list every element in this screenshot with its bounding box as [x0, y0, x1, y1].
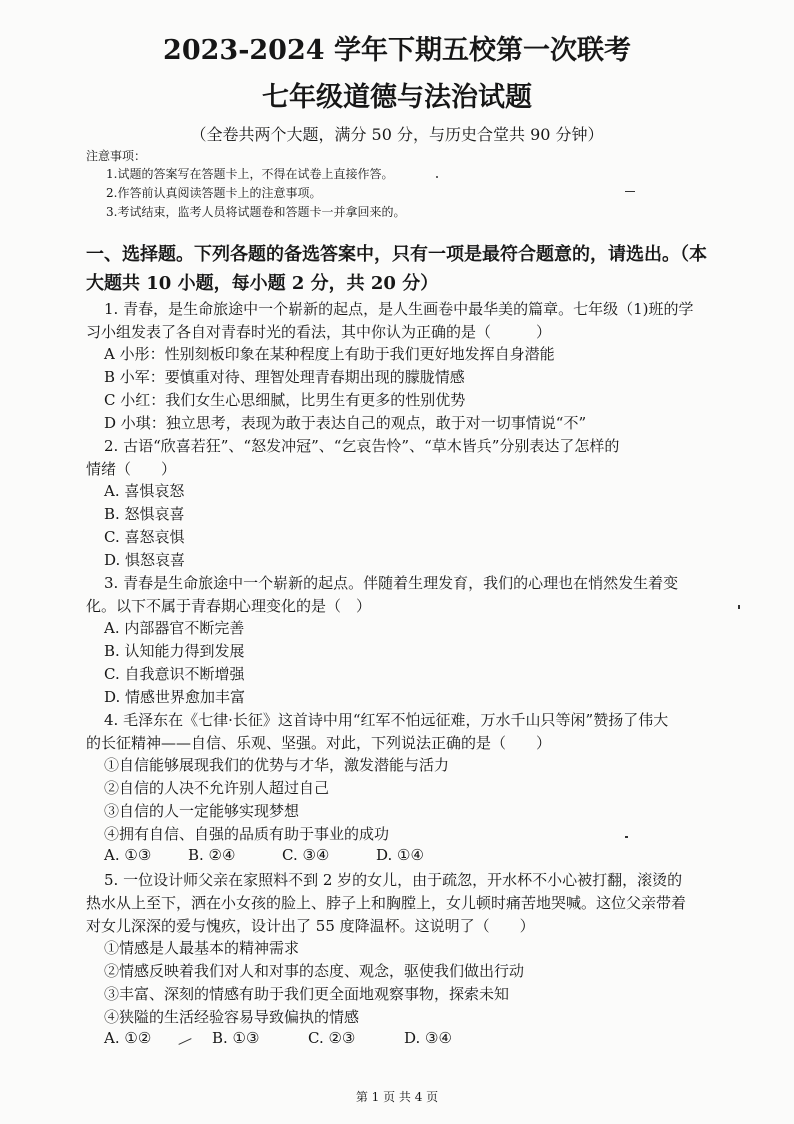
notes-heading: 注意事项：: [86, 149, 147, 163]
note-item: 3.考试结束，监考人员将试题卷和答题卡一并拿回来的。: [106, 205, 406, 219]
question-5-choice-b: B. ①③: [212, 1029, 260, 1047]
question-2-option-d: D. 惧怒哀喜: [104, 551, 186, 569]
question-3-option-c: C. 自我意识不断增强: [104, 665, 245, 683]
scan-mark: [625, 191, 635, 192]
question-4-statement-2: ②自信的人决不允许别人超过自己: [104, 779, 330, 797]
scan-mark: [738, 605, 740, 609]
question-2-text: 2. 古语“欣喜若狂”、“怒发冲冠”、“乞哀告怜”、“草木皆兵”分别表达了怎样的: [104, 437, 620, 455]
question-5-statement-4: ④狭隘的生活经验容易导致偏执的情感: [104, 1008, 360, 1026]
question-5-statement-3: ③丰富、深刻的情感有助于我们更全面地观察事物，探索未知: [104, 985, 510, 1003]
question-3-option-b: B. 认知能力得到发展: [104, 642, 245, 660]
question-4-text: 4. 毛泽东在《七律·长征》这首诗中用“红军不怕远征难，万水千山只等闲”赞扬了伟大: [104, 711, 669, 729]
question-5-choice-a: A. ①②: [104, 1029, 152, 1047]
question-4-choice-b: B. ②④: [188, 846, 236, 864]
question-2-option-b: B. 怒惧哀喜: [104, 505, 185, 523]
question-5-statement-2: ②情感反映着我们对人和对事的态度、观念，驱使我们做出行动: [104, 962, 525, 980]
exam-info: （全卷共两个大题，满分 50 分，与历史合堂共 90 分钟）: [190, 125, 604, 144]
scan-mark: [625, 836, 628, 838]
page-footer: 第 1 页 共 4 页: [355, 1090, 439, 1104]
question-1-option-d: D 小琪：独立思考，表现为敢于表达自己的观点，敢于对一切事情说“不”: [104, 414, 587, 432]
question-4-choice-c: C. ③④: [282, 846, 330, 864]
question-4-statement-3: ③自信的人一定能够实现梦想: [104, 802, 300, 820]
question-1-option-c: C 小红：我们女生心思细腻，比男生有更多的性别优势: [104, 391, 466, 409]
question-2-option-c: C. 喜怒哀惧: [104, 528, 185, 546]
question-4-choice-a: A. ①③: [104, 846, 152, 864]
exam-title: 2023-2024 学年下期五校第一次联考: [163, 35, 631, 66]
section-heading-line2: 大题共 10 小题，每小题 2 分，共 20 分）: [86, 273, 439, 294]
question-4-statement-1: ①自信能够展现我们的优势与才华，激发潜能与活力: [104, 756, 450, 774]
exam-subtitle: 七年级道德与法治试题: [262, 82, 532, 113]
question-5-choice-d: D. ③④: [404, 1029, 452, 1047]
question-1-text-cont: 习小组发表了各自对青春时光的看法，其中你认为正确的是（ ）: [86, 323, 552, 341]
question-5-text-cont2: 对女儿深深的爱与愧疚，设计出了 55 度降温杯。这说明了（ ）: [86, 917, 535, 935]
question-4-statement-4: ④拥有自信、自强的品质有助于事业的成功: [104, 825, 390, 843]
note-item: 1.试题的答案写在答题卡上，不得在试卷上直接作答。: [106, 167, 394, 181]
note-item: 2.作答前认真阅读答题卡上的注意事项。: [106, 186, 322, 200]
question-5-text: 5. 一位设计师父亲在家照料不到 2 岁的女儿，由于疏忽，开水杯不小心被打翻，滚烫的: [104, 871, 683, 889]
question-5-choice-c: C. ②③: [308, 1029, 356, 1047]
scan-mark: [436, 176, 438, 178]
question-1-option-a: A 小彤：性别刻板印象在某种程度上有助于我们更好地发挥自身潜能: [104, 345, 555, 363]
question-2-option-a: A. 喜惧哀怒: [104, 482, 185, 500]
question-2-text-cont: 情绪（ ）: [86, 460, 177, 478]
question-3-option-a: A. 内部器官不断完善: [104, 619, 245, 637]
section-heading-line1: 一、选择题。下列各题的备选答案中，只有一项是最符合题意的，请选出。（本: [86, 244, 707, 265]
question-5-choices: [104, 1029, 452, 1047]
question-4-choices: [104, 846, 424, 864]
question-3-text-cont: 化。以下不属于青春期心理变化的是（ ）: [86, 597, 372, 615]
question-4-text-cont: 的长征精神——自信、乐观、坚强。对此，下列说法正确的是（ ）: [86, 734, 552, 752]
question-3-text: 3. 青春是生命旅途中一个崭新的起点。伴随着生理发育，我们的心理也在悄然发生着变: [104, 574, 679, 592]
question-3-option-d: D. 情感世界愈加丰富: [104, 688, 246, 706]
question-1-text: 1. 青春，是生命旅途中一个崭新的起点，是人生画卷中最华美的篇章。七年级（1)班的学: [104, 300, 694, 318]
question-1-option-b: B 小军：要慎重对待、理智处理青春期出现的朦胧情感: [104, 368, 465, 386]
question-5-statement-1: ①情感是人最基本的精神需求: [104, 939, 300, 957]
question-4-choice-d: D. ①④: [376, 846, 424, 864]
question-5-text-cont: 热水从上至下，洒在小女孩的脸上、脖子上和胸膛上，女儿顿时痛苦地哭喊。这位父亲带着: [86, 894, 687, 912]
